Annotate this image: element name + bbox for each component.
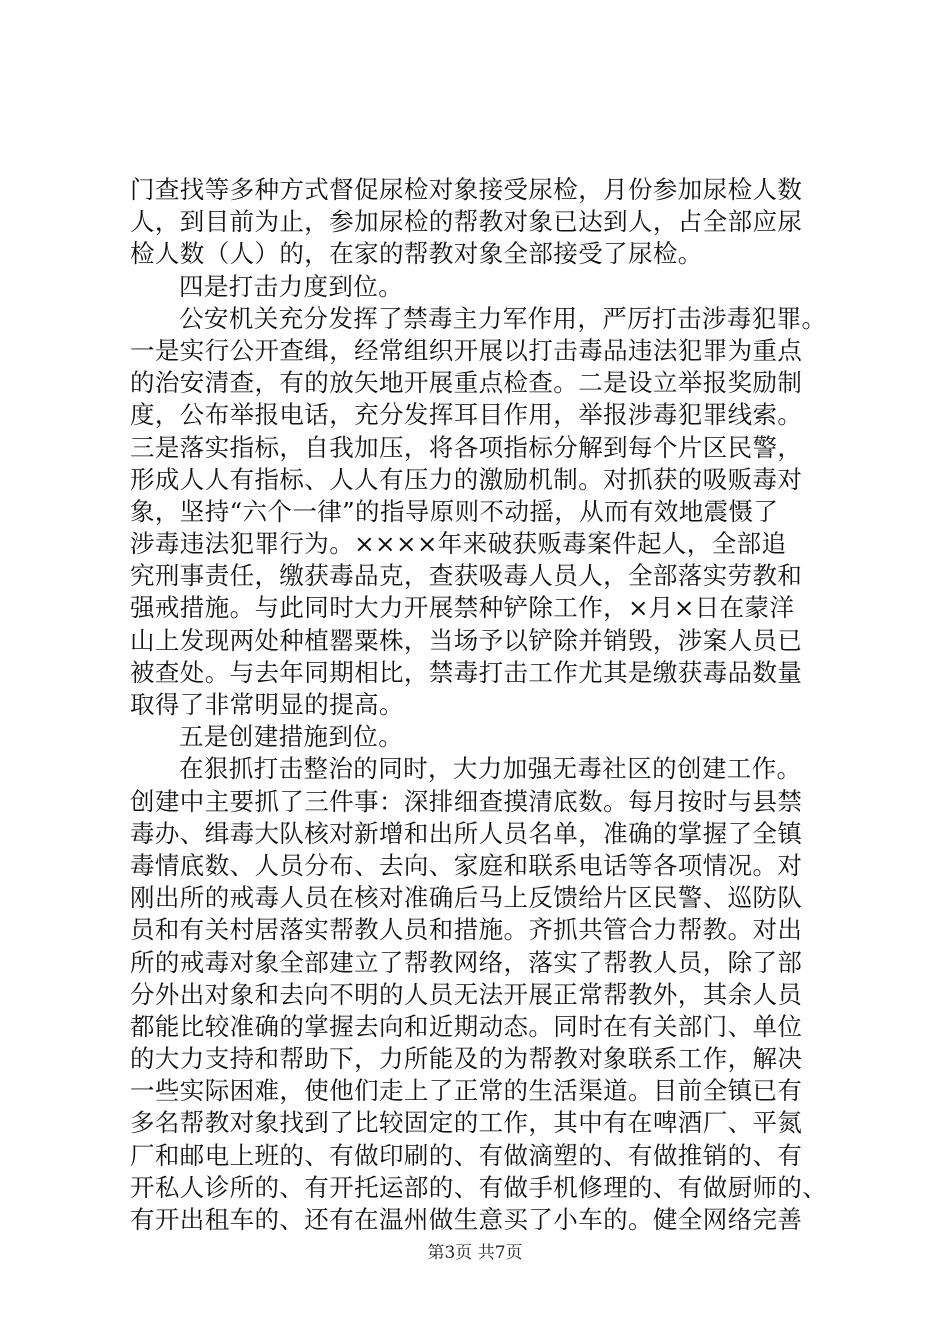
text-line: 分外出对象和去向不明的人员无法开展正常帮教外，其余人员 [130, 979, 803, 1009]
text-line: 的治安清查，有的放矢地开展重点检查。二是设立举报奖励制 [130, 368, 803, 398]
section-heading: 四是打击力度到位。 [179, 271, 404, 301]
text-line: 涉毒违法犯罪行为。××××年来破获贩毒案件起人，全部追 [130, 529, 787, 559]
text-line: 人，到目前为止，参加尿检的帮教对象已达到人，占全部应尿 [130, 207, 803, 237]
text-line: 创建中主要抓了三件事：深排细查摸清底数。每月按时与县禁 [130, 786, 803, 816]
text-line: 刚出所的戒毒人员在核对准确后马上反馈给片区民警、巡防队 [130, 883, 803, 913]
page-number-footer: 第3页 共7页 [427, 1243, 523, 1263]
text-line: 取得了非常明显的提高。 [130, 690, 404, 719]
text-line: 都能比较准确的掌握去向和近期动态。同时在有关部门、单位 [130, 1011, 803, 1041]
text-line: 究刑事责任，缴获毒品克，查获吸毒人员人，全部落实劳教和 [130, 561, 803, 591]
text-line: 的大力支持和帮助下，力所能及的为帮教对象联系工作，解决 [130, 1044, 803, 1074]
text-line: 形成人人有指标、人人有压力的激励机制。对抓获的吸贩毒对 [130, 464, 803, 494]
text-line: 员和有关村居落实帮教人员和措施。齐抓共管合力帮教。对出 [130, 915, 803, 945]
text-line: 度，公布举报电话，充分发挥耳目作用，举报涉毒犯罪线索。 [130, 400, 803, 430]
text-line: 山上发现两处种植罂粟株，当场予以铲除并销毁，涉案人员已 [130, 625, 803, 655]
text-line: 一些实际困难，使他们走上了正常的生活渠道。目前全镇已有 [130, 1076, 803, 1106]
text-line: 三是落实指标，自我加压，将各项指标分解到每个片区民警， [130, 432, 803, 462]
text-line: 毒办、缉毒大队核对新增和出所人员名单，准确的掌握了全镇 [130, 818, 803, 848]
text-line: 公安机关充分发挥了禁毒主力军作用，严厉打击涉毒犯罪。 [179, 303, 827, 333]
text-line: 毒情底数、人员分布、去向、家庭和联系电话等各项情况。对 [130, 850, 803, 880]
text-line: 强戒措施。与此同时大力开展禁种铲除工作，×月×日在蒙洋 [130, 593, 795, 623]
text-line: 在狠抓打击整治的同时，大力加强无毒社区的创建工作。 [179, 754, 802, 784]
text-line: 门查找等多种方式督促尿检对象接受尿检，月份参加尿检人数 [130, 175, 803, 204]
text-line: 一是实行公开查缉，经常组织开展以打击毒品违法犯罪为重点 [130, 335, 803, 365]
text-line: 被查处。与去年同期相比，禁毒打击工作尤其是缴获毒品数量 [130, 657, 803, 687]
text-line: 象，坚持“六个一律”的指导原则不动摇，从而有效地震慑了 [130, 496, 779, 526]
document-body [130, 174, 830, 1236]
text-line: 开私人诊所的、有开托运部的、有做手机修理的、有做厨师的、 [130, 1172, 828, 1202]
text-line: 有开出租车的、还有在温州做生意买了小车的。健全网络完善 [130, 1205, 803, 1234]
text-line: 多名帮教对象找到了比较固定的工作，其中有在啤酒厂、平氮 [130, 1108, 803, 1138]
section-heading: 五是创建措施到位。 [179, 722, 404, 752]
text-line: 所的戒毒对象全部建立了帮教网络，落实了帮教人员，除了部 [130, 947, 803, 977]
text-line: 检人数（人）的，在家的帮教对象全部接受了尿检。 [130, 239, 703, 269]
text-line: 厂和邮电上班的、有做印刷的、有做滴塑的、有做推销的、有 [130, 1140, 803, 1170]
